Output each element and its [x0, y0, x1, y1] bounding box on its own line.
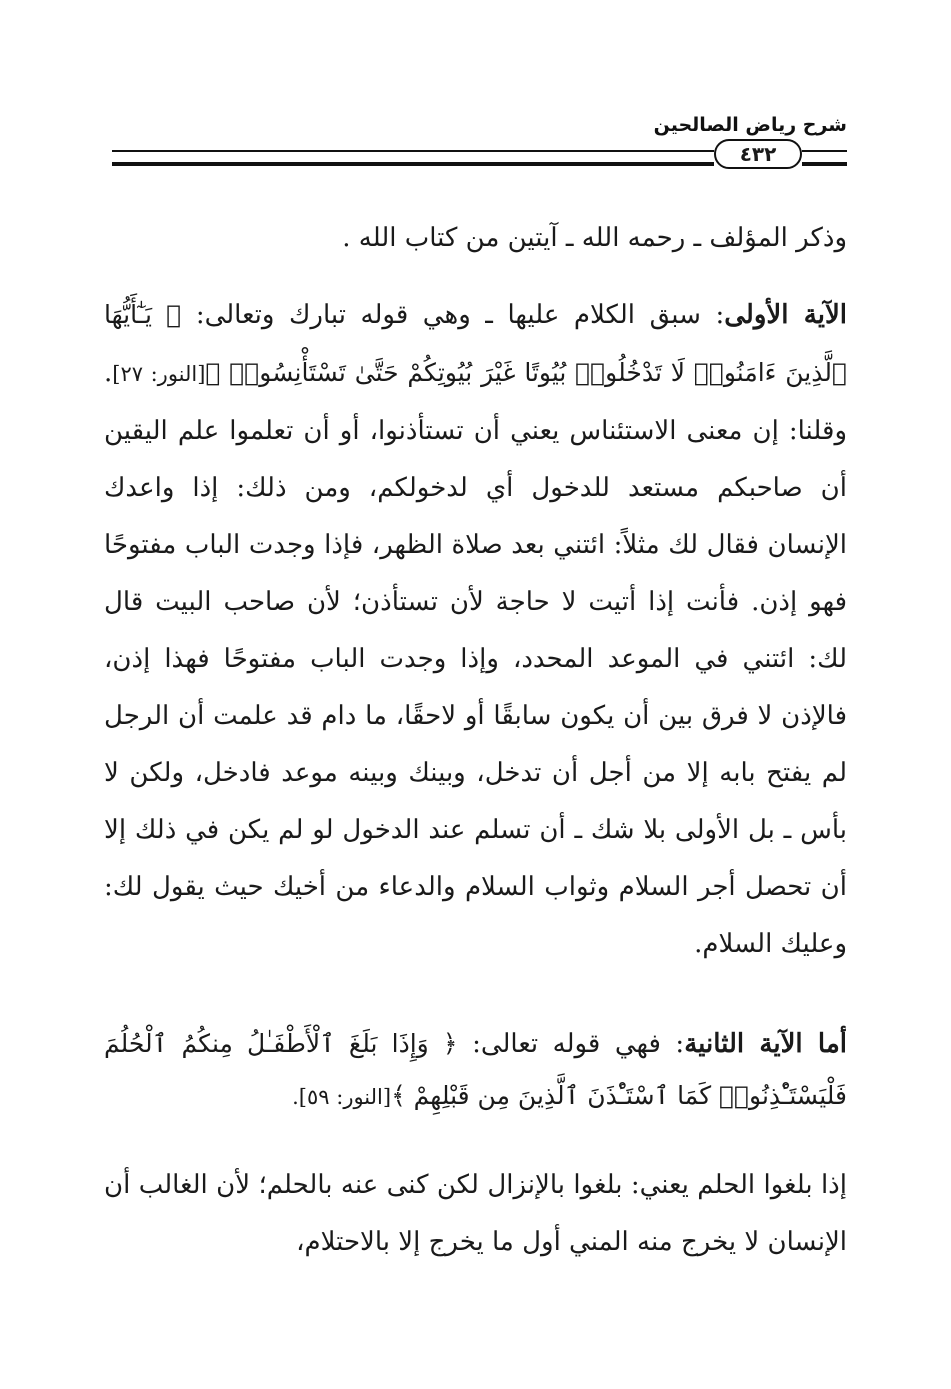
- paragraph-explanation: إذا بلغوا الحلم يعني: بلغوا بالإنزال لكن كنى عنه بالحلم؛ لأن الغالب أن الإنسان لا يخرج منه المني أول ما يخرج إلا بالاحتلام،: [104, 1170, 847, 1257]
- second-verse-lead: أما الآية الثانية: [684, 1029, 847, 1059]
- paragraph-first-verse: [104, 286, 847, 973]
- header-rule-left: [112, 150, 714, 166]
- first-verse-text-a: : سبق الكلام عليها ـ وهي قوله تبارك وتعالى:: [195, 300, 725, 330]
- first-quran-reference: [النور: ٢٧]: [112, 362, 206, 386]
- first-verse-text-b: . وقلنا: إن معنى الاستئناس يعني أن تستأذنوا، أو أن تعلموا علم اليقين أن صاحبكم مستعد للدخول أي لدخولكم، ومن ذلك: إذا واعدك الإنسان فقال لك مثلاً: ائتني بعد صلاة الظهر، فإذا وجدت الباب مفتوحًا فهو إذن. فأنت إذا أتيت لا حاجة لأن تستأذن؛ لأن صاحب البيت قال لك: ائتني في الموعد المحدد، وإذا وجدت الباب مفتوحًا فهذا إذن، فالإذن لا فرق بين أن يكون سابقًا أو لاحقًا، ما دام قد علمت أن الرجل لم يفتح بابه إلا من أجل أن تدخل، وبينك وبينه موعد فادخل، ولكن لا بأس ـ بل الأولى بلا شك ـ أن تسلم عند الدخول لو لم يكن في ذلك إلا أن تحصل أجر السلام وثواب السلام والدعاء من أخيك حيث يقول لك: وعليك السلام.: [104, 358, 848, 959]
- second-verse-text-a: : فهي قوله تعالى:: [472, 1029, 685, 1059]
- first-verse-lead: الآية الأولى: [724, 300, 848, 330]
- second-quran-quote: ﴿ وَإِذَا بَلَغَ ٱلْأَطْفَـٰلُ مِنكُمُ ٱلْحُلُمَ فَلْيَسْتَـْٔذِنُوا۟ كَمَا ٱسْتَـْٔذَنَ ٱلَّذِينَ مِن قَبْلِهِمْ ﴾: [104, 1029, 847, 1110]
- page-header: [112, 112, 847, 172]
- running-title: شرح رياض الصالحين: [653, 114, 847, 136]
- header-rule-right: [802, 150, 847, 166]
- second-quran-reference: [النور: ٥٩].: [292, 1085, 392, 1109]
- paragraph-intro: وذكر المؤلف ـ رحمه الله ـ آيتين من كتاب الله .: [342, 223, 847, 253]
- first-quran-quote: ﴿ يَـٰٓأَيُّهَا ٱلَّذِينَ ءَامَنُوا۟ لَا تَدْخُلُوا۟ بُيُوتًا غَيْرَ بُيُوتِكُمْ حَتَّىٰ تَسْتَأْنِسُوا۟ ﴾: [104, 300, 847, 387]
- paragraph-second-verse: [104, 1018, 847, 1123]
- page-number: ٤٣٢: [714, 139, 802, 169]
